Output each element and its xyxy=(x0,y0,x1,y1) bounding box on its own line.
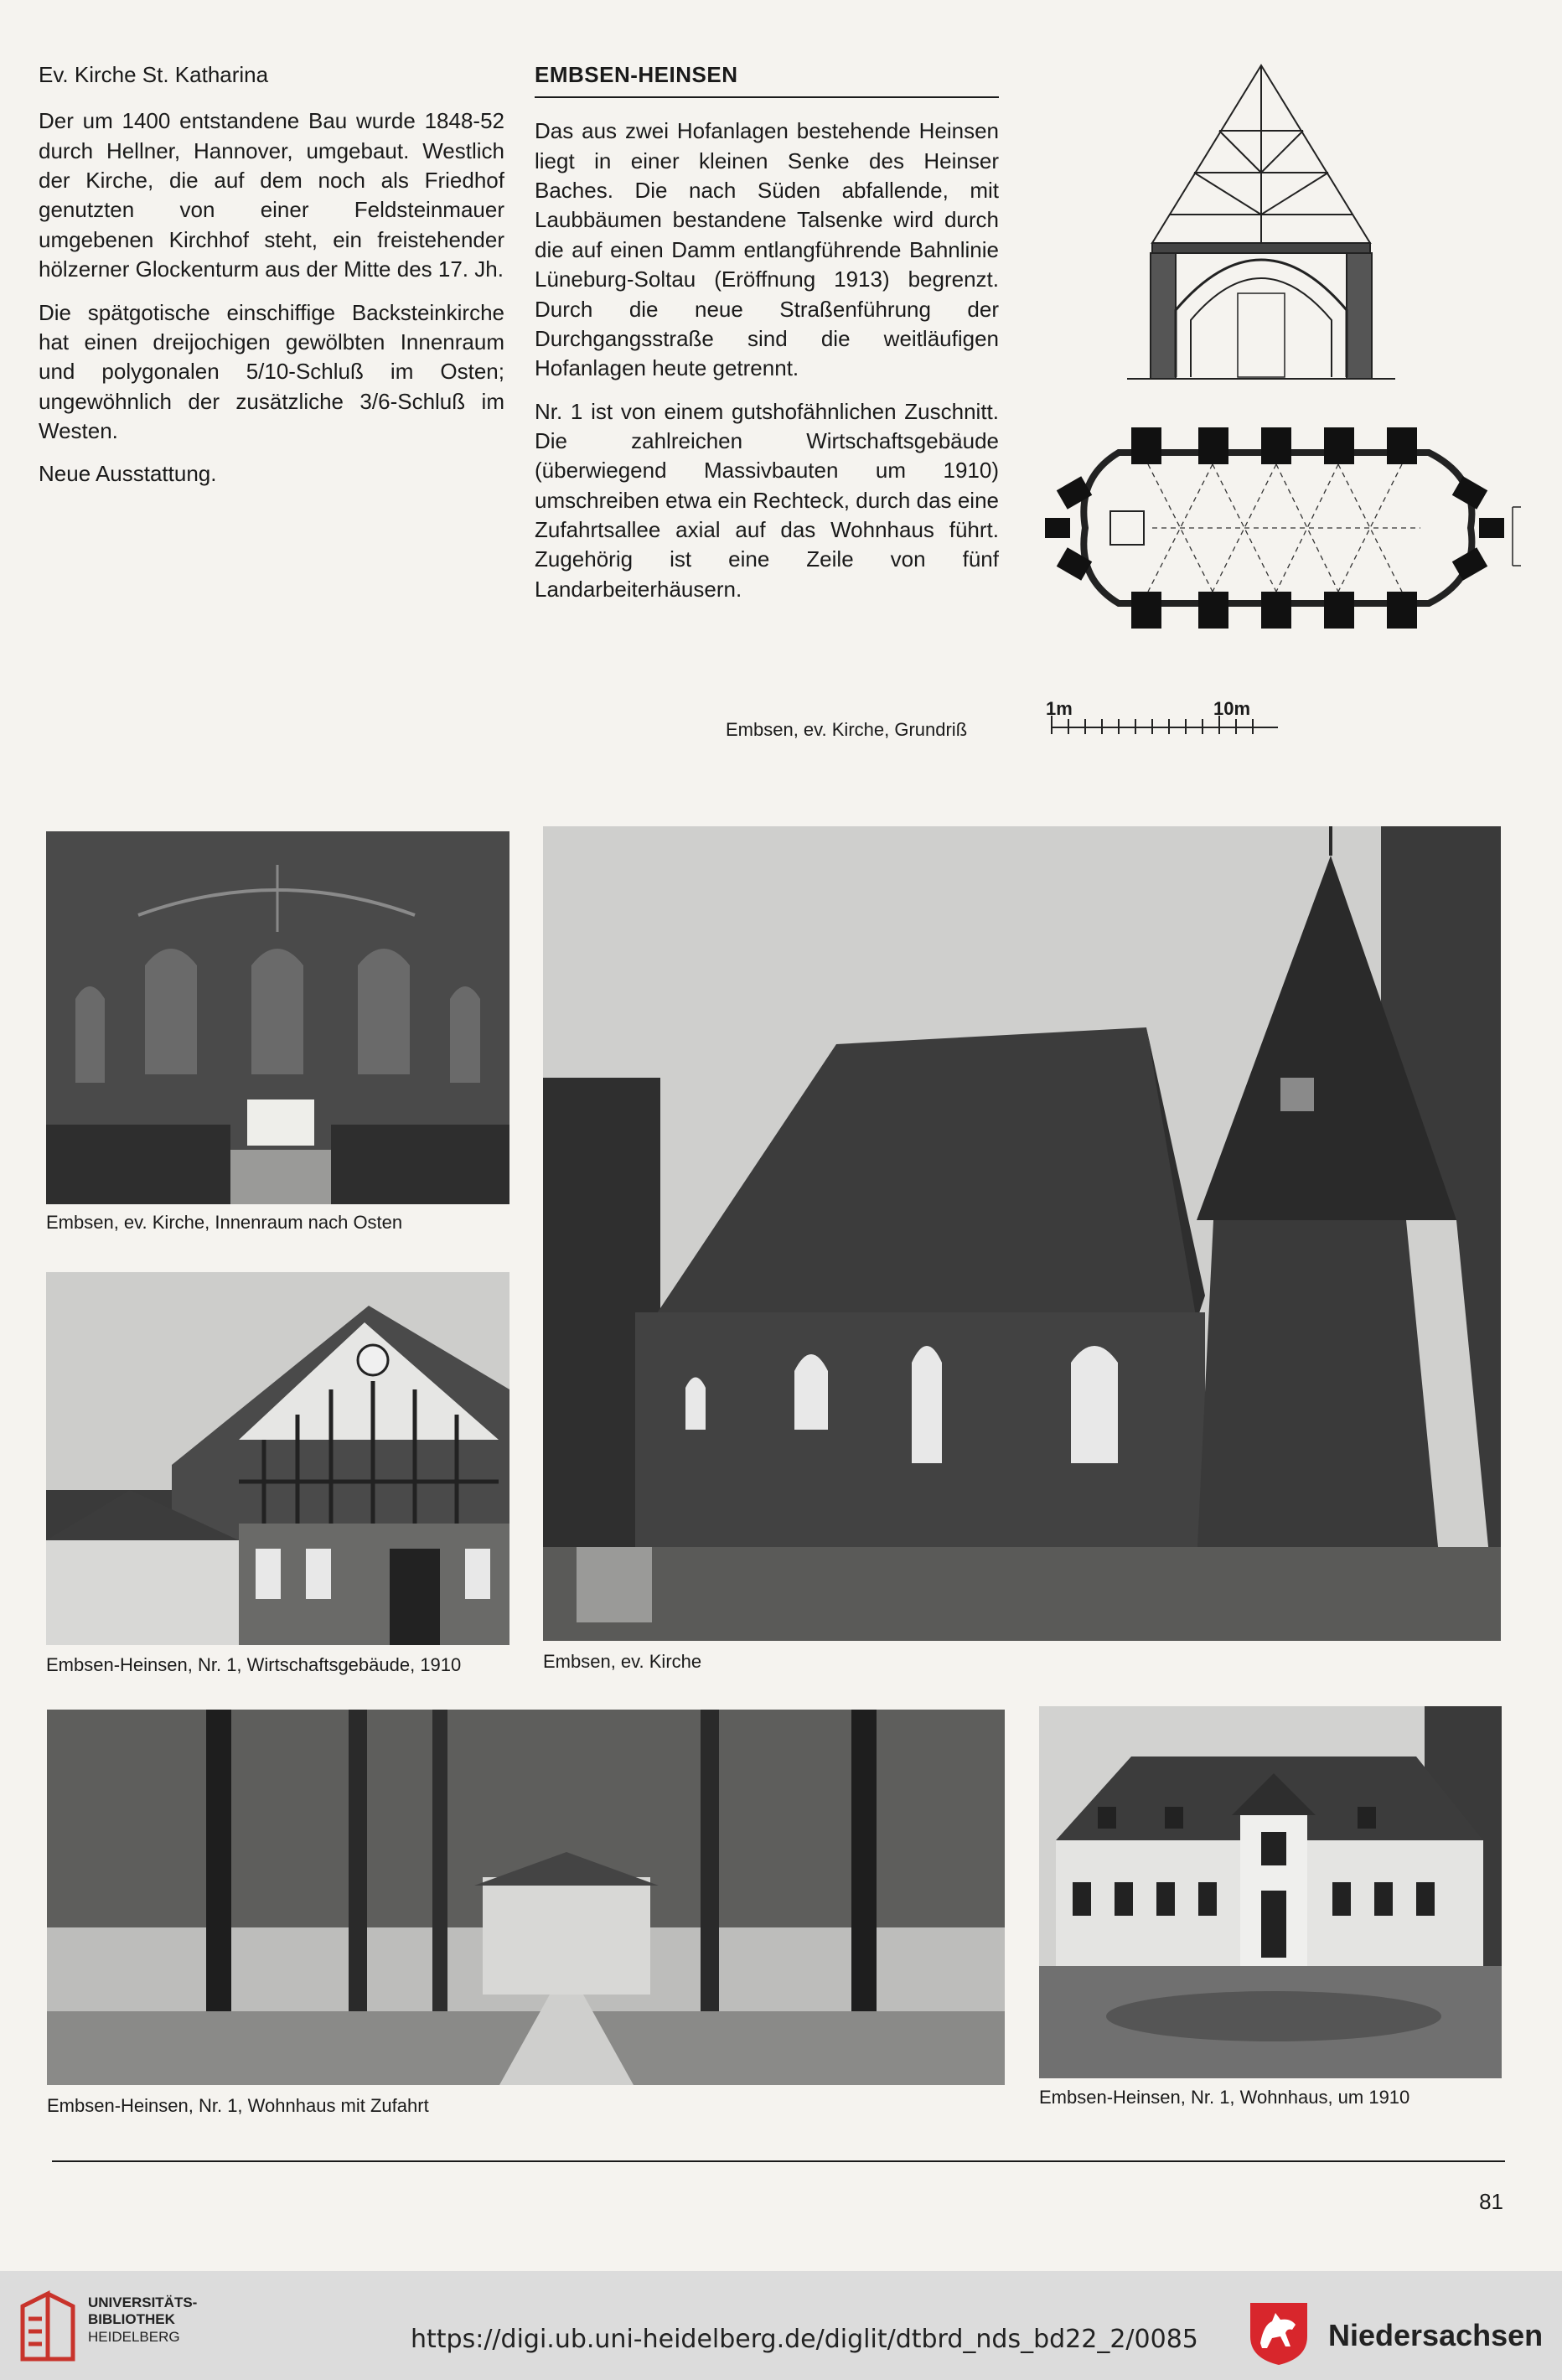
church-photo xyxy=(543,826,1501,1641)
avenue-photo xyxy=(47,1710,1005,2085)
church-caption: Embsen, ev. Kirche xyxy=(543,1651,702,1672)
university-logo-icon xyxy=(18,2289,77,2363)
avenue-caption: Embsen-Heinsen, Nr. 1, Wohnhaus mit Zufahrt xyxy=(47,2095,429,2116)
paragraph: Neue Ausstattung. xyxy=(39,461,217,487)
house-photo xyxy=(1039,1706,1502,2078)
library-name: UNIVERSITÄTS- BIBLIOTHEK HEIDELBERG xyxy=(88,2295,198,2345)
paragraph: Das aus zwei Hofanlagen bestehende Heinsen liegt in einer kleinen Senke des Heinser Baches. Die nach Süden abfallende, mit Laubbäumen bestandene Talsenke wird durch die auf einen Damm entlangführende Bahnlinie Lüneburg-Soltau (Eröffnung 1913) begrenzt. Durch die neue Straßenführung der Durchgangsstraße sind die weitläufigen Hofanlagen heute getrennt. xyxy=(535,118,999,381)
farm-building-caption: Embsen-Heinsen, Nr. 1, Wirtschaftsgebäude, 1910 xyxy=(46,1654,462,1675)
house-caption: Embsen-Heinsen, Nr. 1, Wohnhaus, um 1910 xyxy=(1039,2087,1410,2108)
lower-saxony-crest-icon xyxy=(1247,2300,1311,2367)
interior-photo xyxy=(46,831,509,1204)
paragraph: Der um 1400 entstandene Bau wurde 1848-52 durch Hellner, Hannover, umgebaut. Westlich der Kirche, die auf dem noch als Friedhof genutzten von einer Feldsteinmauer umgebenen Kirchhof steht, ein freistehender hölzerner Glockenturm aus der Mitte des 17. Jh. xyxy=(39,108,504,282)
bottom-divider xyxy=(52,2160,1505,2162)
scale-label-10m: 10m xyxy=(1213,698,1251,719)
page-url-link[interactable]: https://digi.ub.uni-heidelberg.de/diglit/dtbrd_nds_bd22_2/0085 xyxy=(411,2325,1198,2354)
plan-caption: Embsen, ev. Kirche, Grundriß xyxy=(726,719,968,740)
paragraph: Nr. 1 ist von einem gutshofähnlichen Zuschnitt. Die zahlreichen Wirtschaftsgebäude (überwiegend Massivbauten um 1910) umschreiben etwa ein Rechteck, durch das eine Zufahrtsallee axial auf das Wohnhaus führt. Zugehörig ist eine Zeile von fünf Landarbeiterhäusern. xyxy=(535,398,999,602)
state-name: Niedersachsen xyxy=(1328,2318,1544,2352)
church-floor-plan-drawing xyxy=(1027,59,1521,746)
footer-bar xyxy=(0,2271,1562,2380)
middle-text-column xyxy=(535,60,999,618)
section-heading-church: Ev. Kirche St. Katharina xyxy=(39,62,269,87)
farm-building-photo xyxy=(46,1272,509,1645)
scale-label-1m: 1m xyxy=(1046,698,1073,719)
left-text-column xyxy=(39,60,504,503)
paragraph: Die spätgotische einschiffige Backsteinkirche hat einen dreijochigen gewölbten Innenraum und polygonalen 5/10-Schluß im Osten; ungewöhnlich der zusätzliche 3/6-Schluß im Westen. xyxy=(39,299,504,443)
section-heading-embsen-heinsen: EMBSEN-HEINSEN xyxy=(535,60,999,98)
page-number: 81 xyxy=(1479,2189,1503,2214)
interior-caption: Embsen, ev. Kirche, Innenraum nach Osten xyxy=(46,1212,403,1233)
